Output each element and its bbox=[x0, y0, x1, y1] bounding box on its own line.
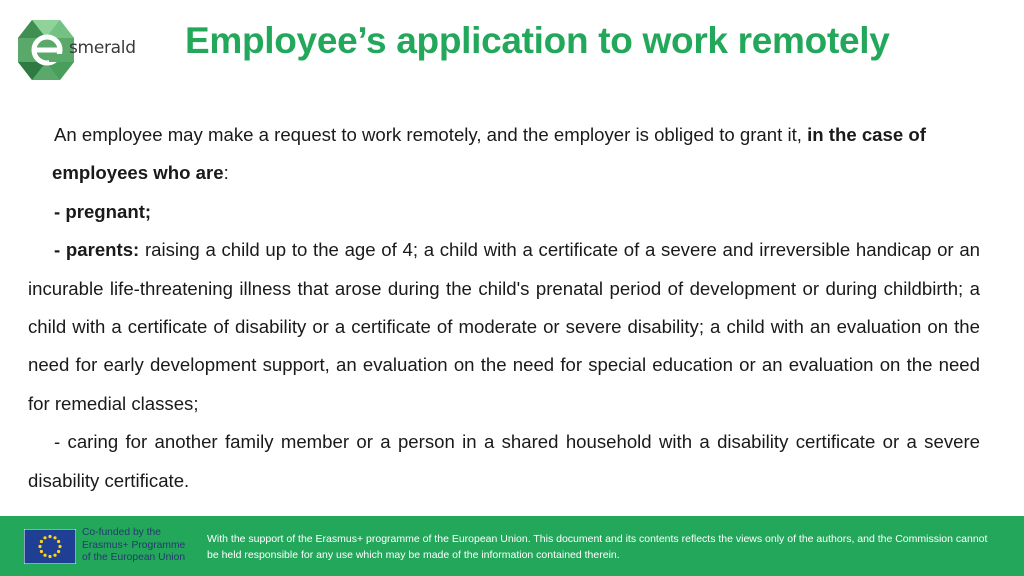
eu-line-1: Co-funded by the bbox=[82, 527, 161, 538]
caring-text: - caring for another family member or a person in a shared household with a disability certificate or a severe disability certificate. bbox=[28, 431, 980, 491]
intro-paragraph bbox=[28, 116, 980, 154]
footer-bar bbox=[0, 516, 1024, 576]
intro-continuation bbox=[28, 154, 980, 192]
eu-line-3: of the European Union bbox=[82, 552, 186, 563]
logo-wordmark: smerald bbox=[69, 38, 136, 58]
page-title: Employee’s application to work remotely bbox=[185, 20, 890, 61]
eu-flag-icon bbox=[24, 529, 76, 564]
parents-text: raising a child up to the age of 4; a child with a certificate of a severe and irreversible handicap or an incurable life-threatening illness that arose during the child's prenatal period of development or during childbirth; a child with a certificate of disability or a certificate of moderate or severe disability; a child with an evaluation on the need for early development support, an evaluation on the need for special education or an evaluation on the need for remedial classes; bbox=[28, 239, 981, 414]
eu-cofunded-label bbox=[82, 527, 200, 565]
pregnant-label: - pregnant; bbox=[54, 200, 152, 222]
footer-disclaimer: With the support of the Erasmus+ programme of the European Union. This document and its contents reflects the views only of the authors, and the Commission cannot be held responsible for any use which may be made of the information contained therein. bbox=[207, 533, 988, 561]
intro-text: An employee may make a request to work remotely, and the employer is obliged to grant it, bbox=[54, 124, 808, 145]
intro-bold-phrase: in the case of bbox=[807, 124, 926, 145]
intro-colon: : bbox=[223, 162, 229, 184]
esmerald-logo bbox=[18, 18, 153, 82]
list-item-pregnant bbox=[28, 193, 980, 231]
intro-bold-employees: employees who are bbox=[52, 162, 224, 184]
parents-label: - parents: bbox=[54, 239, 140, 261]
main-content bbox=[28, 116, 980, 500]
eu-line-2: Erasmus+ Programme bbox=[82, 539, 186, 551]
list-item-caring bbox=[28, 423, 980, 500]
list-item-parents bbox=[28, 231, 980, 423]
